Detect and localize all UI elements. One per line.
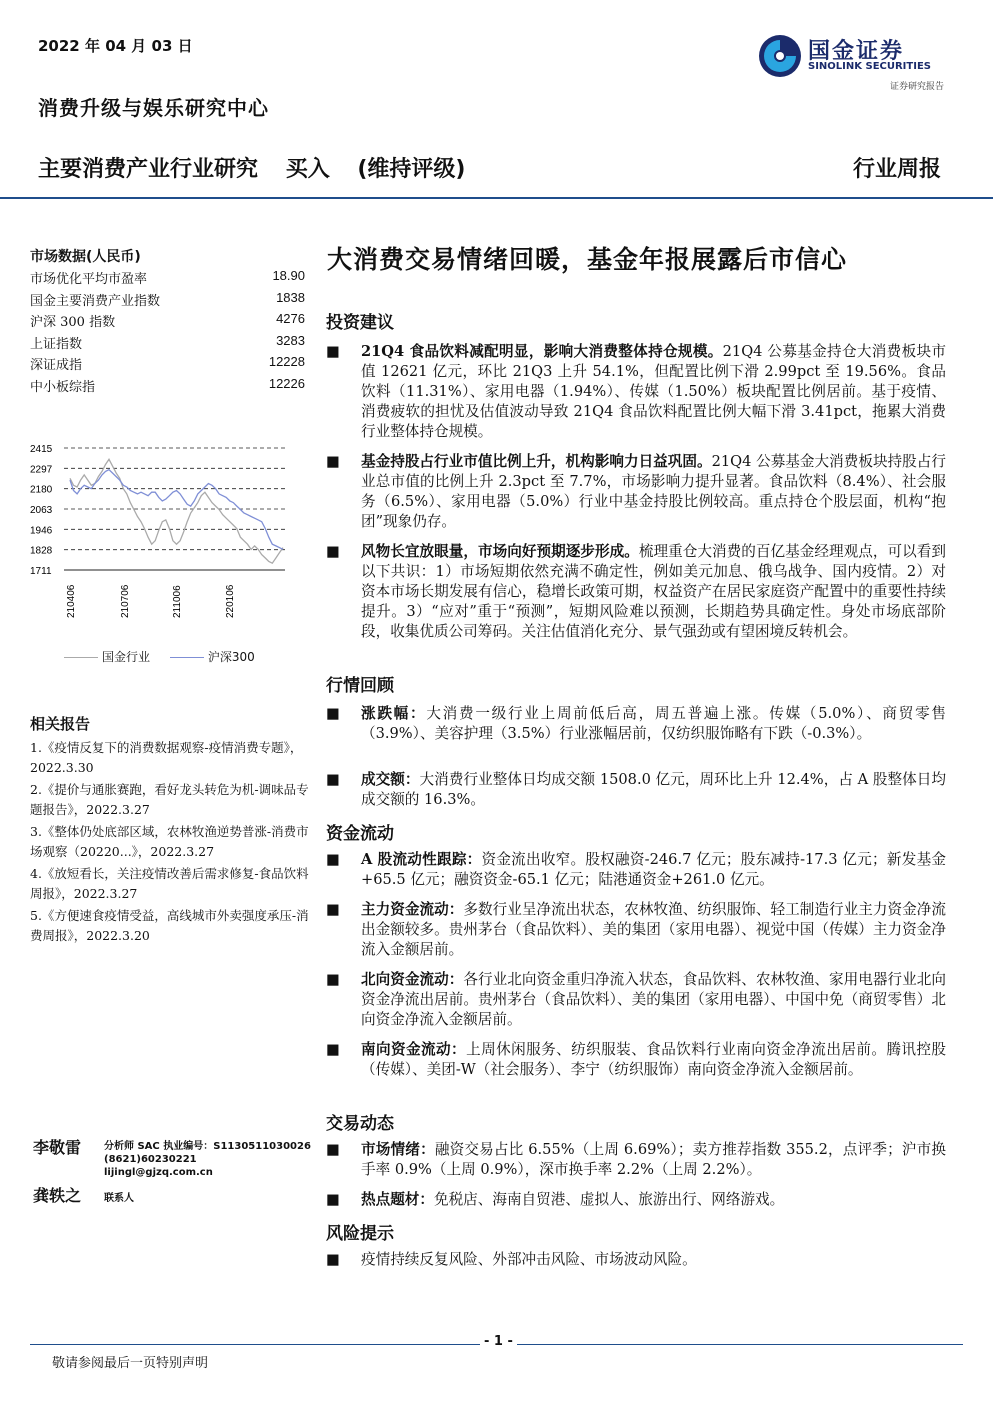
y-tick-label: 1711	[30, 566, 52, 577]
square-bullet-icon: ■	[326, 851, 340, 868]
market-data-label: 深证成指	[30, 358, 83, 373]
market-data-row	[30, 268, 305, 287]
bullet-item	[326, 1140, 946, 1180]
market-data-label: 沪深 300 指数	[30, 315, 116, 330]
market-data-row	[30, 290, 305, 309]
bullet-body: 免税店、海南自贸港、虚拟人、旅游出行、网络游戏。	[433, 1191, 785, 1208]
market-data-label: 中小板综指	[30, 379, 96, 395]
market-data-value: 4276	[276, 311, 305, 326]
legend-label: 国金行业	[102, 650, 151, 664]
bullet-item	[326, 970, 946, 1030]
brand-mark-icon	[756, 32, 804, 80]
bullet-body: 疫情持续反复风险、外部冲击风险、市场波动风险。	[361, 1251, 697, 1268]
bullet-item	[326, 900, 946, 960]
bullet-body: 大消费行业整体日均成交额 1508.0 亿元，周环比上升 12.4%，占 A 股整体日均成交额的 16.3%。	[361, 771, 946, 808]
bullet-lead: 热点题材：	[361, 1191, 434, 1208]
legend-swatch-hs300	[170, 657, 204, 658]
square-bullet-icon: ■	[326, 971, 340, 988]
bullet-text	[361, 900, 946, 960]
bullet-text	[361, 970, 946, 1030]
brand-name: 国金证券	[808, 39, 905, 64]
y-tick-label: 1828	[30, 545, 53, 557]
bullet-lead: 涨跌幅：	[361, 705, 427, 722]
brand-subtitle: 证券研究报告	[889, 82, 944, 92]
bullet-item	[326, 1190, 946, 1210]
bullet-item	[326, 1250, 946, 1270]
header-divider	[0, 197, 993, 199]
market-data-row	[30, 333, 305, 352]
bullet-body: 多数行业呈净流出状态，农林牧渔、纺织服饰、轻工制造行业主力资金净流出金额较多。贵州茅台（食品饮料）、美的集团（家用电器）、视觉中国（传媒）主力资金净流入金额居前。	[361, 901, 946, 958]
contact-name: 龚轶之	[33, 1186, 82, 1205]
section-title: 行情回顾	[326, 676, 394, 696]
market-data-value: 18.90	[272, 268, 305, 283]
report-title-row	[38, 152, 486, 183]
bullet-lead: 成交额：	[361, 771, 420, 788]
index-chart	[30, 440, 295, 620]
bullet-body: 21Q4 公募基金持仓大消费板块市值 12621 亿元，环比 21Q3 上升 54.1%，但配置比例下滑 2.99pct 至 19.56%。食品饮料（11.31%）、家用电器（1.94%）、传媒（1.50%）板块配置比例居前。基于疫情、消费疲软的担忧及估值波动导致 21Q4 食品饮料配置比例大幅下滑 3.41pct，拖累大消费行业整体持仓规模。	[361, 343, 946, 440]
y-tick-label: 2415	[30, 444, 53, 455]
square-bullet-icon: ■	[326, 1141, 340, 1158]
market-data-row	[30, 376, 305, 395]
chart-legend	[64, 648, 271, 665]
bullet-lead: A 股流动性跟踪：	[361, 851, 482, 868]
bullet-item	[326, 452, 946, 532]
square-bullet-icon: ■	[326, 343, 340, 360]
y-tick-label: 2063	[30, 505, 53, 516]
section-title: 投资建议	[326, 313, 394, 333]
report-title: 主要消费产业行业研究	[38, 157, 259, 182]
bullet-text	[361, 1040, 946, 1080]
analyst-sac: 分析师 SAC 执业编号：S1130511030026	[104, 1141, 311, 1152]
square-bullet-icon: ■	[326, 901, 340, 918]
x-tick-label: 220106	[225, 584, 236, 618]
square-bullet-icon: ■	[326, 705, 340, 722]
research-center: 消费升级与娱乐研究中心	[38, 96, 269, 120]
bullet-body: 融资交易占比 6.55%（上周 6.69%）；卖方推荐指数 355.2，点评季；沪市换手率 0.9%（上周 0.9%），深市换手率 2.2%（上周 2.2%）。	[361, 1141, 946, 1178]
bullet-item	[326, 542, 946, 642]
bullet-item	[326, 1040, 946, 1080]
bullet-item	[326, 850, 946, 890]
square-bullet-icon: ■	[326, 543, 340, 560]
y-tick-label: 2180	[30, 484, 53, 496]
market-data-row	[30, 311, 305, 330]
bullet-body: 21Q4 公募基金大消费板块持股占行业总市值的比例上升 2.3pct 至 7.7%，市场影响力提升显著。食品饮料（8.4%）、社会服务（6.5%）、家用电器（5.0%）行业中基金持股比例较高。重点持仓个股层面，机构“抱团”现象仍存。	[361, 453, 946, 530]
x-tick-label: 210406	[66, 584, 77, 618]
square-bullet-icon: ■	[326, 1191, 340, 1208]
series-line-1	[70, 470, 283, 550]
legend-swatch-industry	[64, 657, 98, 658]
bullet-lead: 21Q4 食品饮料减配明显，影响大消费整体持仓规模。	[361, 343, 723, 360]
market-data-value: 12226	[268, 375, 305, 391]
bullet-lead: 北向资金流动：	[361, 971, 464, 988]
analyst-info	[104, 1140, 311, 1179]
related-report-item[interactable]: 4.《放短看长，关注疫情改善后需求修复-食品饮料周报》，2022.3.27	[30, 866, 309, 901]
contact-label: 联系人	[104, 1193, 134, 1204]
related-report-item[interactable]: 5.《方便速食疫情受益，高线城市外卖强度承压-消费周报》，2022.3.20	[30, 908, 309, 943]
market-data-value: 12228	[268, 354, 305, 369]
related-reports-title: 相关报告	[30, 715, 91, 733]
headline: 大消费交易情绪回暖，基金年报展露后市信心	[327, 245, 848, 274]
bullet-text	[361, 770, 946, 810]
bullet-text	[361, 542, 946, 642]
analyst-name: 李敬雷	[33, 1138, 82, 1157]
square-bullet-icon: ■	[326, 771, 340, 788]
bullet-item	[326, 770, 946, 810]
footer-disclaimer: 敬请参阅最后一页特别声明	[52, 1356, 209, 1371]
bullet-body: 上周休闲服务、纺织服装、食品饮料行业南向资金净流出居前。腾讯控股（传媒）、美团-W（社会服务）、李宁（纺织服饰）南向资金净流入金额居前。	[361, 1041, 946, 1078]
related-report-item[interactable]: 2.《提价与通胀赛跑，看好龙头转危为机-调味品专题报告》，2022.3.27	[30, 782, 309, 817]
market-data-label: 上证指数	[30, 336, 83, 352]
market-data-value: 3283	[276, 332, 305, 348]
market-data-value: 1838	[276, 289, 305, 305]
analyst-phone: (8621)60230221	[104, 1154, 197, 1165]
brand-logo	[756, 30, 946, 100]
rating: 买入	[285, 157, 330, 182]
market-data-label: 市场优化平均市盈率	[30, 272, 148, 287]
square-bullet-icon: ■	[326, 1041, 340, 1058]
bullet-lead: 南向资金流动：	[361, 1041, 467, 1058]
market-data-row	[30, 354, 305, 373]
section-title: 资金流动	[326, 824, 394, 844]
bullet-item	[326, 704, 946, 744]
bullet-text	[361, 1190, 946, 1210]
page-number: - 1 -	[480, 1334, 517, 1349]
bullet-body: 各行业北向资金重归净流入状态，食品饮料、农林牧渔、家用电器行业北向资金净流出居前。贵州茅台（食品饮料）、美的集团（家用电器）、中国中免（商贸零售）北向资金净流入金额居前。	[361, 971, 946, 1028]
market-data-title: 市场数据(人民币)	[30, 249, 141, 265]
rating-note: (维持评级)	[357, 157, 466, 182]
bullet-item	[326, 342, 946, 442]
bullet-text	[361, 850, 946, 890]
bullet-text	[361, 704, 946, 744]
bullet-lead: 基金持股占行业市值比例上升，机构影响力日益巩固。	[361, 453, 712, 470]
related-report-item[interactable]: 3.《整体仍处底部区域，农林牧渔逆势普涨-消费市场观察（20220...》，2022.3.27	[30, 824, 309, 859]
bullet-body: 大消费一级行业上周前低后高，周五普遍上涨。传媒（5.0%）、商贸零售（3.9%）、美容护理（3.5%）行业涨幅居前，仅纺织服饰略有下跌（-0.3%）。	[361, 705, 946, 742]
square-bullet-icon: ■	[326, 453, 340, 470]
x-tick-label: 210706	[120, 584, 131, 618]
brand-name-en: SINOLINK SECURITIES	[808, 61, 931, 72]
report-type: 行业周报	[852, 156, 941, 182]
bullet-text	[361, 1250, 946, 1270]
bullet-lead: 风物长宜放眼量，市场向好预期逐步形成。	[361, 543, 639, 560]
bullet-text	[361, 452, 946, 532]
related-report-item[interactable]: 1.《疫情反复下的消费数据观察-疫情消费专题》，2022.3.30	[30, 740, 303, 775]
bullet-body: 梳理重仓大消费的百亿基金经理观点，可以看到以下共识：1）市场短期依然充满不确定性，例如美元加息、俄乌战争、国内疫情。2）对资本市场长期发展有信心，稳增长政策可期，权益资产在居民家庭资产配置中的重要性持续提升。3）“应对”重于“预测”，短期风险难以预测，长期趋势具确定性。身处市场底部阶段，收集优质公司筹码。关注估值消化充分、景气强劲或有望困境反转机会。	[361, 543, 946, 640]
bullet-lead: 主力资金流动：	[361, 901, 464, 918]
bullet-text	[361, 1140, 946, 1180]
section-title: 风险提示	[326, 1224, 394, 1244]
x-tick-label: 211006	[172, 585, 183, 618]
bullet-text	[361, 342, 946, 442]
bullet-body: 资金流出收窄。股权融资-246.7 亿元；股东减持-17.3 亿元；新发基金+65.5 亿元；融资资金-65.1 亿元；陆港通资金+261.0 亿元。	[361, 851, 946, 888]
analyst-email[interactable]: lijingl@gjzq.com.cn	[104, 1167, 213, 1178]
square-bullet-icon: ■	[326, 1251, 340, 1268]
y-tick-label: 2297	[30, 464, 53, 476]
bullet-lead: 市场情绪：	[361, 1141, 435, 1158]
section-title: 交易动态	[326, 1114, 394, 1134]
report-date: 2022 年 04 月 03 日	[38, 37, 193, 55]
legend-label: 沪深300	[207, 650, 255, 664]
y-tick-label: 1946	[30, 525, 53, 537]
market-data-label: 国金主要消费产业指数	[30, 293, 161, 309]
